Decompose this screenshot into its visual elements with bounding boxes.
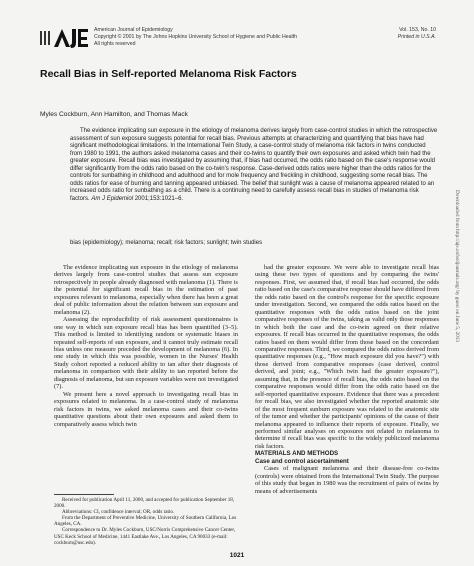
printed-line: Printed in U.S.A. <box>397 34 436 40</box>
abstract <box>70 128 438 203</box>
body-paragraph: We present here a novel approach to investigating recall bias in exposures related to melanoma. In a case-control study of melanoma risk factors in twins, we asked melanoma cases and their co-twins quantitative questions about their own exposures and asked them to comparatively assess which twin <box>54 390 238 428</box>
body-paragraph: Assessing the reproducibility of risk assessment questionnaires is one way in which sun exposure recall bias has been quantified (3–5). This method is limited to identifying random or systematic biases in repeated self-reports of sun exposure, and it cannot truly estimate recall bias unless one measure preceded the development of melanoma (6). In one study in which this was possible, women in the Nurses' Health Study cohort reported a reduced ability to tan after their diagnosis of melanoma in comparison with their ability to tan reported before the diagnosis of melanoma, but sun exposure variables were not investigated (7). <box>54 316 238 391</box>
right-column <box>255 264 439 495</box>
footnote-affiliation: From the Department of Preventive Medicine, University of Southern California, Los Angeles, CA. <box>54 515 237 528</box>
journal-name: American Journal of Epidemiology <box>94 27 173 33</box>
keywords: bias (epidemiology); melanoma; recall; risk factors; sunlight; twin studies <box>70 240 263 246</box>
volume-line: Vol. 153, No. 10 <box>399 27 436 33</box>
footnote-abbreviations: Abbreviations: CI, confidence interval; OR, odds ratio. <box>62 509 175 516</box>
footnotes <box>54 497 240 546</box>
footnote-correspondence: Correspondence to Dr. Myles Cockburn, USC/Norris Comprehensive Cancer Center, USC Keck School of Medicine, 1441 Eastlake Ave., Los Angeles, CA 90033 (e-mail: cockburn@usc.edu). <box>54 527 236 546</box>
volume-info <box>398 27 436 41</box>
body-paragraph: Cases of malignant melanoma and their disease-free co-twins (controls) were obtained from the International Twin Study. The purpose of this study that began in 1980 was the recruitment of pairs of twins by means of advertisements <box>255 465 439 495</box>
abstract-citation-journal: Am J Epidemiol <box>91 195 134 202</box>
aje-logo <box>40 27 90 49</box>
footnote-received: Received for publication April 11, 2000, and accepted for publication September 18, 2000. <box>54 497 235 510</box>
left-column <box>54 264 238 428</box>
section-heading: MATERIALS AND METHODS <box>255 450 339 458</box>
body-paragraph: The evidence implicating sun exposure in the etiology of melanoma derives largely from case-control studies that assess sun exposure retrospectively in people already diagnosed with melanoma (1). There is the potential for significant recall bias in the estimation of past exposures relevant to melanoma, especially when there has been a great deal of public information about the relation between sun exposure and melanoma (2). <box>54 264 238 316</box>
abstract-citation-details: 2001;153:1021–6. <box>133 195 184 202</box>
download-stamp[interactable]: Downloaded from http://aje.oxfordjournals.org/ by guest on June 5, 2013 <box>454 190 460 342</box>
page-number: 1021 <box>229 552 245 559</box>
rights-line: All rights reserved <box>94 41 136 47</box>
footnote-divider <box>54 494 114 495</box>
journal-header <box>40 27 436 51</box>
journal-info <box>94 27 297 48</box>
copyright-line: Copyright © 2001 by The Johns Hopkins University School of Hygiene and Public Health <box>94 34 297 40</box>
body-paragraph: had the greater exposure. We were able to investigate recall bias using these two types of questions and by comparing the twins' responses. First, we assumed that, if recall bias had occurred, the odds ratio based on the case's comparative response should have differed from the odds ratio based on the control's response for the specific exposure under investigation. Second, we compared the odds ratios based on the quantitative responses with the odds ratios based on the joint comparative responses of the twins, taking as valid only those responses in which both the case and the co-twin agreed on their relative exposures. If recall bias occurred in the quantitative responses, the odds ratios based on them would differ from those based on the concordant comparative responses. Third, we compared the odds ratios derived from quantitative responses (e.g., "How much exposure did you have?") with those derived from comparative responses (case derived, control derived, and joint; e.g., "Which twin had the greater exposure?"), assuming that, in the presence of recall bias, the odds ratio based on the comparative responses would differ from the odds ratio based on the self-reported quantitative exposure. Evidence that there was a precedent for recall bias, we also investigated whether the reported anatomic site of the most frequent sunburn exposure was related to the anatomic site of the tumor and whether the participants' opinions of the cause of their melanoma appeared to influence their reports of exposure. Finally, we performed similar analyses on exposures not related to melanoma to determine if recall bias was specific to the widely publicized melanoma risk factors. <box>255 264 439 450</box>
abstract-text: The evidence implicating sun exposure in the etiology of melanoma derives largely from case-control studies in which the retrospective assessment of sun exposure suggests potential for recall bias. Previous attempts at characterizing and quantifying that bias have had significant methodological limitations. In the International Twin Study, a case-control study of melanoma risk factors in twins conducted from 1980 to 1991, the authors asked melanoma cases and their co-twins to quantify their own exposures and asked which twin had the greater exposure. Recall bias was investigated by assuming that, if bias had occurred, the odds ratio based on the case's response would differ significantly from the odds ratio based on the co-twin's response. Case-derived odds ratios were higher than the odds ratios for the controls for sunbathing in childhood and adulthood and for mole frequency and freckling in childhood, suggesting some recall bias. The odds ratios for ease of burning and tanning appeared unbiased. The belief that sunlight was a cause of melanoma appeared related to an increased odds ratio for sunbathing as a child. There is a continuing need to carefully assess recall bias in studies of melanoma risk factors. <box>70 128 438 202</box>
article-authors: Myles Cockburn, Ann Hamilton, and Thomas Mack <box>40 111 188 118</box>
article-title: Recall Bias in Self-reported Melanoma Risk Factors <box>40 68 297 80</box>
subsection-heading: Case and control ascertainment <box>255 457 349 465</box>
